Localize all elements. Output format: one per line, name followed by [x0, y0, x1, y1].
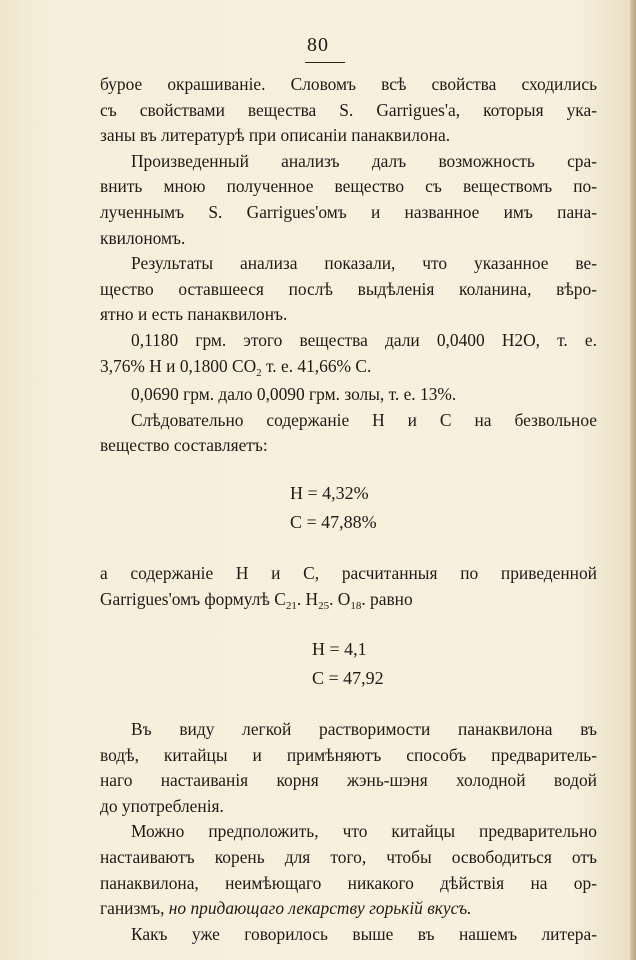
text-line: вещество составляетъ: — [100, 435, 268, 456]
text-line: наго настаиванiя корня жэнь-шэня холодной водой — [100, 770, 597, 791]
text-fragment: ганизмъ, — [100, 898, 169, 919]
page-number: 80 — [307, 34, 329, 56]
text-line: квилономъ. — [100, 227, 186, 248]
text-line — [100, 354, 597, 383]
text-fragment: . Н — [296, 588, 319, 609]
italic-text: но придающаго лекарству горькiй вкусъ. — [168, 898, 472, 919]
formula-line: Н = 4,1 — [312, 639, 367, 660]
formula-line: С = 47,88% — [290, 511, 377, 532]
text-line: Въ виду легкой растворимости панаквилона въ — [131, 719, 597, 740]
text-line — [100, 896, 597, 922]
text-line: ятно и есть панаквилонъ. — [100, 304, 288, 325]
text-line: 0,1180 грм. этого вещества дали 0,0400 H2O, т. е. — [131, 329, 597, 350]
formula-line: Н = 4,32% — [290, 482, 369, 503]
text-line: Можно предположить, что китайцы предварительно — [131, 821, 597, 842]
page-edge — [630, 0, 636, 960]
text-line: съ свойствами вещества S. Garrigues'a, которыя ука- — [100, 99, 597, 120]
subscript: 18 — [350, 599, 362, 612]
text-fragment: . О — [329, 588, 351, 609]
text-line: а содержанiе Н и С, расчитанныя по приведенной — [100, 562, 597, 583]
text-line: Какъ уже говорилось выше въ нашемъ литера- — [131, 923, 597, 944]
text-line: Слѣдовательно содержанiе Н и С на безвольное — [131, 409, 597, 430]
page-number-rule — [305, 62, 345, 63]
text-fragment: . равно — [361, 588, 413, 609]
text-line: водѣ, китайцы и примѣняютъ способъ предваритель- — [100, 744, 597, 765]
text-line: до употребленiя. — [100, 795, 224, 816]
text-line: панаквилона, неимѣющаго никакого дѣйствiя на ор- — [100, 872, 597, 893]
text-fragment: Garrigues'омъ формулѣ С — [100, 588, 286, 609]
text-line: щество оставшееся послѣ выдѣленiя коланина, вѣро- — [100, 278, 597, 299]
text-fragment: 3,76% Н и 0,1800 СО — [100, 355, 257, 376]
text-line: внить мною полученное вещество съ веществомъ по- — [100, 176, 597, 197]
text-line — [100, 587, 597, 616]
text-line: 0,0690 грм. дало 0,0090 грм. золы, т. е. 13%. — [131, 384, 457, 405]
text-line: заны въ литературѣ при описанiи панаквилона. — [100, 125, 451, 146]
formula-block — [312, 635, 597, 693]
text-line: лученнымъ S. Garrigues'омъ и названное имъ пана- — [100, 201, 597, 222]
text-line: настаиваютъ корень для того, чтобы освободиться отъ — [100, 847, 597, 868]
formula-line: С = 47,92 — [312, 668, 384, 689]
text-line: Произведенный анализъ далъ возможность сра- — [131, 150, 597, 171]
text-line: бурое окрашиванiе. Словомъ всѣ свойства сходились — [100, 74, 597, 94]
text-fragment: т. е. 41,66% С. — [261, 355, 372, 376]
text-line: Результаты анализа показали, что указанное ве- — [131, 253, 597, 274]
formula-block — [290, 479, 597, 537]
body-text — [100, 72, 597, 947]
subscript: 21 — [285, 599, 297, 612]
subscript: 25 — [318, 599, 330, 612]
subscript: 2 — [256, 366, 262, 379]
